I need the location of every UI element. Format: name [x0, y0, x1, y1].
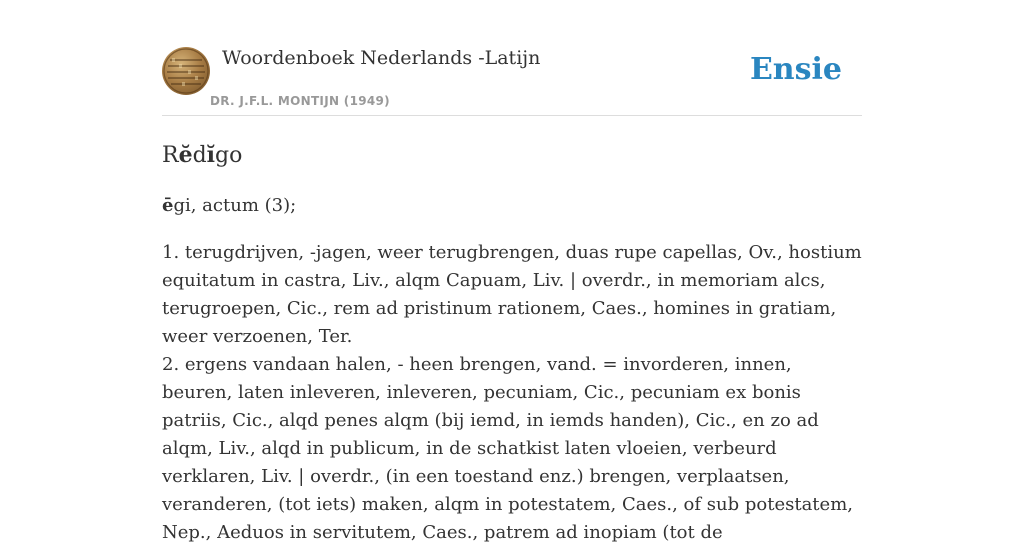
book-title[interactable]: Woordenboek Nederlands -Latijn: [222, 47, 541, 69]
lemma-part: R: [162, 143, 179, 168]
sense-2: 2. ergens vandaan halen, - heen brengen, vand. = invorderen, innen, beuren, laten inleveren, inleveren, pecuniam, Cic., pecuniam ex bonis patriis, Cic., alqd penes alqm (bij iemd, in iemds handen), Cic., en zo ad alqm, Liv., alqd in publicum, in de schatkist laten vloeien, verbeurd verklaren, Liv. | overdr., (in een toestand enz.) brengen, verplaatsen, veranderen, (tot iets) maken, alqm in potestatem, Caes., of sub potestatem, Nep., Aeduos in servitutem, Caes., patrem ad inopiam (tot de: [162, 354, 853, 543]
forms-head-bold: ē: [162, 195, 174, 216]
lemma-part-bold: ĭ: [206, 142, 216, 168]
book-header: [162, 46, 862, 116]
coin-engraving: [162, 47, 210, 95]
sense-1: 1. terugdrijven, -jagen, weer terugbrengen, duas rupe capellas, Ov., hostium equitatum in castra, Liv., alqm Capuam, Liv. | overdr., in memoriam alcs, terugroepen, Cic., rem ad pristinum rationem, Caes., homines in gratiam, weer verzoenen, Ter.: [162, 242, 862, 347]
coin-icon[interactable]: [162, 47, 210, 95]
brand-logo-link[interactable]: Ensie: [749, 52, 842, 87]
forms-rest: gi, actum (3);: [173, 195, 297, 216]
entry-lemma: [162, 140, 242, 171]
lemma-part: d: [192, 143, 207, 168]
entry-senses: [162, 239, 862, 547]
entry-body: [162, 192, 862, 547]
book-author: DR. J.F.L. MONTIJN (1949): [210, 94, 390, 108]
lemma-part-bold: ĕ: [178, 142, 193, 168]
lemma-part: go: [215, 143, 243, 168]
entry-forms: [162, 192, 862, 220]
